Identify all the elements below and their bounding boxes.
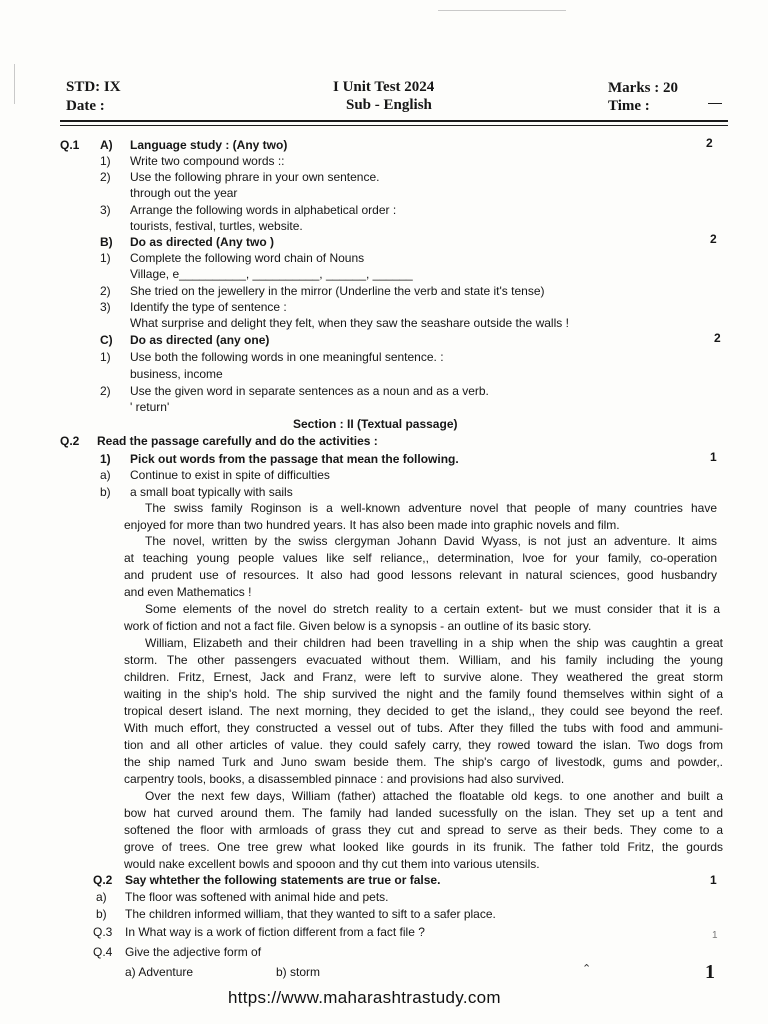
passage-line: Over the next few days, William (father) attached the floatable old kegs. to one another and built a <box>145 789 723 803</box>
item-text: The floor was softened with animal hide and pets. <box>125 890 389 904</box>
item-number: a) <box>96 890 107 904</box>
time-label: Time : <box>608 98 650 114</box>
item-text: Write two compound words :: <box>130 154 285 168</box>
q1c-title: Do as directed (any one) <box>130 333 270 347</box>
marks-label: Marks : 20 <box>608 80 678 96</box>
item-text: Use the following phrare in your own sentence. <box>130 170 380 184</box>
activity-number: 1) <box>100 452 111 466</box>
item-subtext: tourists, festival, turtles, website. <box>130 219 303 233</box>
q4-option-b: b) storm <box>276 965 321 979</box>
q1b-label: B) <box>100 235 113 249</box>
q3-number: Q.3 <box>93 925 113 939</box>
passage-line: grove of trees. One tree grew what looked like gourds in its frunik. The father told Fritz, the gourds <box>124 840 723 854</box>
item-subtext: What surprise and delight they felt, when they saw the seashare outside the walls ! <box>130 316 569 330</box>
std-label: STD: IX <box>66 79 121 95</box>
q2b-title: Say whtether the following statements are true or false. <box>125 873 441 887</box>
q1-number: Q.1 <box>60 138 80 152</box>
item-number: 3) <box>100 300 111 314</box>
q1a-title: Language study : (Any two) <box>130 138 288 152</box>
q1b-title: Do as directed (Any two ) <box>130 235 275 249</box>
item-text: Complete the following word chain of Nouns <box>130 251 365 265</box>
passage-line: William, Elizabeth and their children had been travelling in a ship when the ship was caughtin a great <box>145 636 723 650</box>
item-subtext: business, income <box>130 367 223 381</box>
passage-line: carpentry tools, books, a disassembled pinnace : and provisions had also survived. <box>124 772 565 786</box>
passage-line: enjoyed for more than two hundred years. It has also been made into graphic novels and film. <box>124 518 620 532</box>
q1a-label: A) <box>100 138 113 152</box>
passage-line: The swiss family Roginson is a well-known adventure novel that people of many countries have <box>145 501 717 515</box>
item-subtext: ' return' <box>130 400 170 414</box>
item-number: 1) <box>100 350 111 364</box>
date-label: Date : <box>66 98 105 114</box>
q2b-number: Q.2 <box>93 873 113 887</box>
item-number: b) <box>96 907 107 921</box>
passage-line: children. Fritz, Ernest, Jack and Franz, were left to survive alone. They weathered the great storm <box>124 670 723 684</box>
q2-number: Q.2 <box>60 434 80 448</box>
stray-mark: ⌃ <box>582 963 592 975</box>
item-text: Use both the following words in one meaningful sentence. : <box>130 350 444 364</box>
q2b-marks: 1 <box>710 873 717 887</box>
passage-line: With much effort, they constructed a vessel out of tubs. After they filled the tubs with food and ammuni- <box>124 721 723 735</box>
item-text: a small boat typically with sails <box>130 485 293 499</box>
passage-line: Some elements of the novel do stretch reality to a certain extent- but we must consider that it is a <box>145 602 720 616</box>
scan-artifact <box>438 10 566 11</box>
item-number: 1) <box>100 154 111 168</box>
passage-line: the ship named Turk and Juno swam beside them. The ship's cargo of livestodk, gums and powder,. <box>124 755 723 769</box>
q4-number: Q.4 <box>93 945 113 959</box>
item-number: 2) <box>100 170 111 184</box>
q3-marks: 1 <box>712 930 718 941</box>
q1a-marks: 2 <box>706 136 713 150</box>
passage-line: bow hat curved around them. The family had landed sucessfully on the islan. They set up a tent and <box>124 806 723 820</box>
q3-text: In What way is a work of fiction different from a fact file ? <box>125 925 425 939</box>
passage-line: softened the floor with armloads of grass they cut and spread to serve as their beds. They come to a <box>124 823 723 837</box>
q4-text: Give the adjective form of <box>125 945 262 959</box>
q4-option-a: a) Adventure <box>125 965 194 979</box>
item-text: She tried on the jewellery in the mirror (Underline the verb and state it's tense) <box>130 284 545 298</box>
passage-line: would nake excellent bowls and spooon and thy cut them into various utensils. <box>124 857 540 871</box>
passage-line: tropical desert island. The next morning, they decided to get the island,, they could see beyond the reef. <box>124 704 723 718</box>
passage-line: at teaching young people values like self reliance,, determination, lvoe for your family, co-operation <box>124 551 717 565</box>
passage-line: work of fiction and not a fact file. Given below is a synopsis - an outline of its basic story. <box>124 619 592 633</box>
item-number: a) <box>100 468 111 482</box>
activity-title: Pick out words from the passage that mean the following. <box>130 452 459 466</box>
item-number: 2) <box>100 384 111 398</box>
passage-line: and even Mathematics ! <box>124 585 252 599</box>
q1b-marks: 2 <box>710 232 717 246</box>
item-number: 3) <box>100 203 111 217</box>
subject-label: Sub - English <box>346 97 432 113</box>
exam-title: I Unit Test 2024 <box>333 79 435 95</box>
item-text: The children informed william, that they wanted to sift to a safer place. <box>125 907 496 921</box>
passage-line: tion and all other articles of value. they could safely carry, they rowed toward the islan. Two dogs from <box>124 738 723 752</box>
passage-line: waiting in the ship's hold. The ship survived the night and the family found themselves within sight of a <box>124 687 723 701</box>
item-text: Arrange the following words in alphabetical order : <box>130 203 397 217</box>
scan-artifact <box>14 64 15 104</box>
section-title: Section : II (Textual passage) <box>293 417 458 431</box>
passage-line: and prudent use of resources. It also had good lessons relevant in natural sciences, good husbandry <box>124 568 717 582</box>
passage-line: storm. The other passengers evacuated without them. William, and his family including the young <box>124 653 723 667</box>
item-number: 2) <box>100 284 111 298</box>
q1c-label: C) <box>100 333 113 347</box>
item-subtext: Village, e__________, __________, ______, ______ <box>130 267 413 281</box>
item-text: Identify the type of sentence : <box>130 300 287 314</box>
header-rule <box>60 120 728 122</box>
activity-marks: 1 <box>710 450 717 464</box>
header-rule <box>60 125 728 126</box>
item-text: Continue to exist in spite of difficulties <box>130 468 330 482</box>
item-text: Use the given word in separate sentences as a noun and as a verb. <box>130 384 489 398</box>
q1c-marks: 2 <box>714 331 721 345</box>
item-number: 1) <box>100 251 111 265</box>
q2-instruction: Read the passage carefully and do the activities : <box>97 434 378 448</box>
page-number: 1 <box>705 961 715 983</box>
footer-url[interactable]: https://www.maharashtrastudy.com <box>228 988 501 1007</box>
stray-mark <box>708 103 722 104</box>
item-subtext: through out the year <box>130 186 238 200</box>
passage-line: The novel, written by the swiss clergyman Johann David Wyass, is not just an adventure. It aims <box>145 534 717 548</box>
item-number: b) <box>100 485 111 499</box>
